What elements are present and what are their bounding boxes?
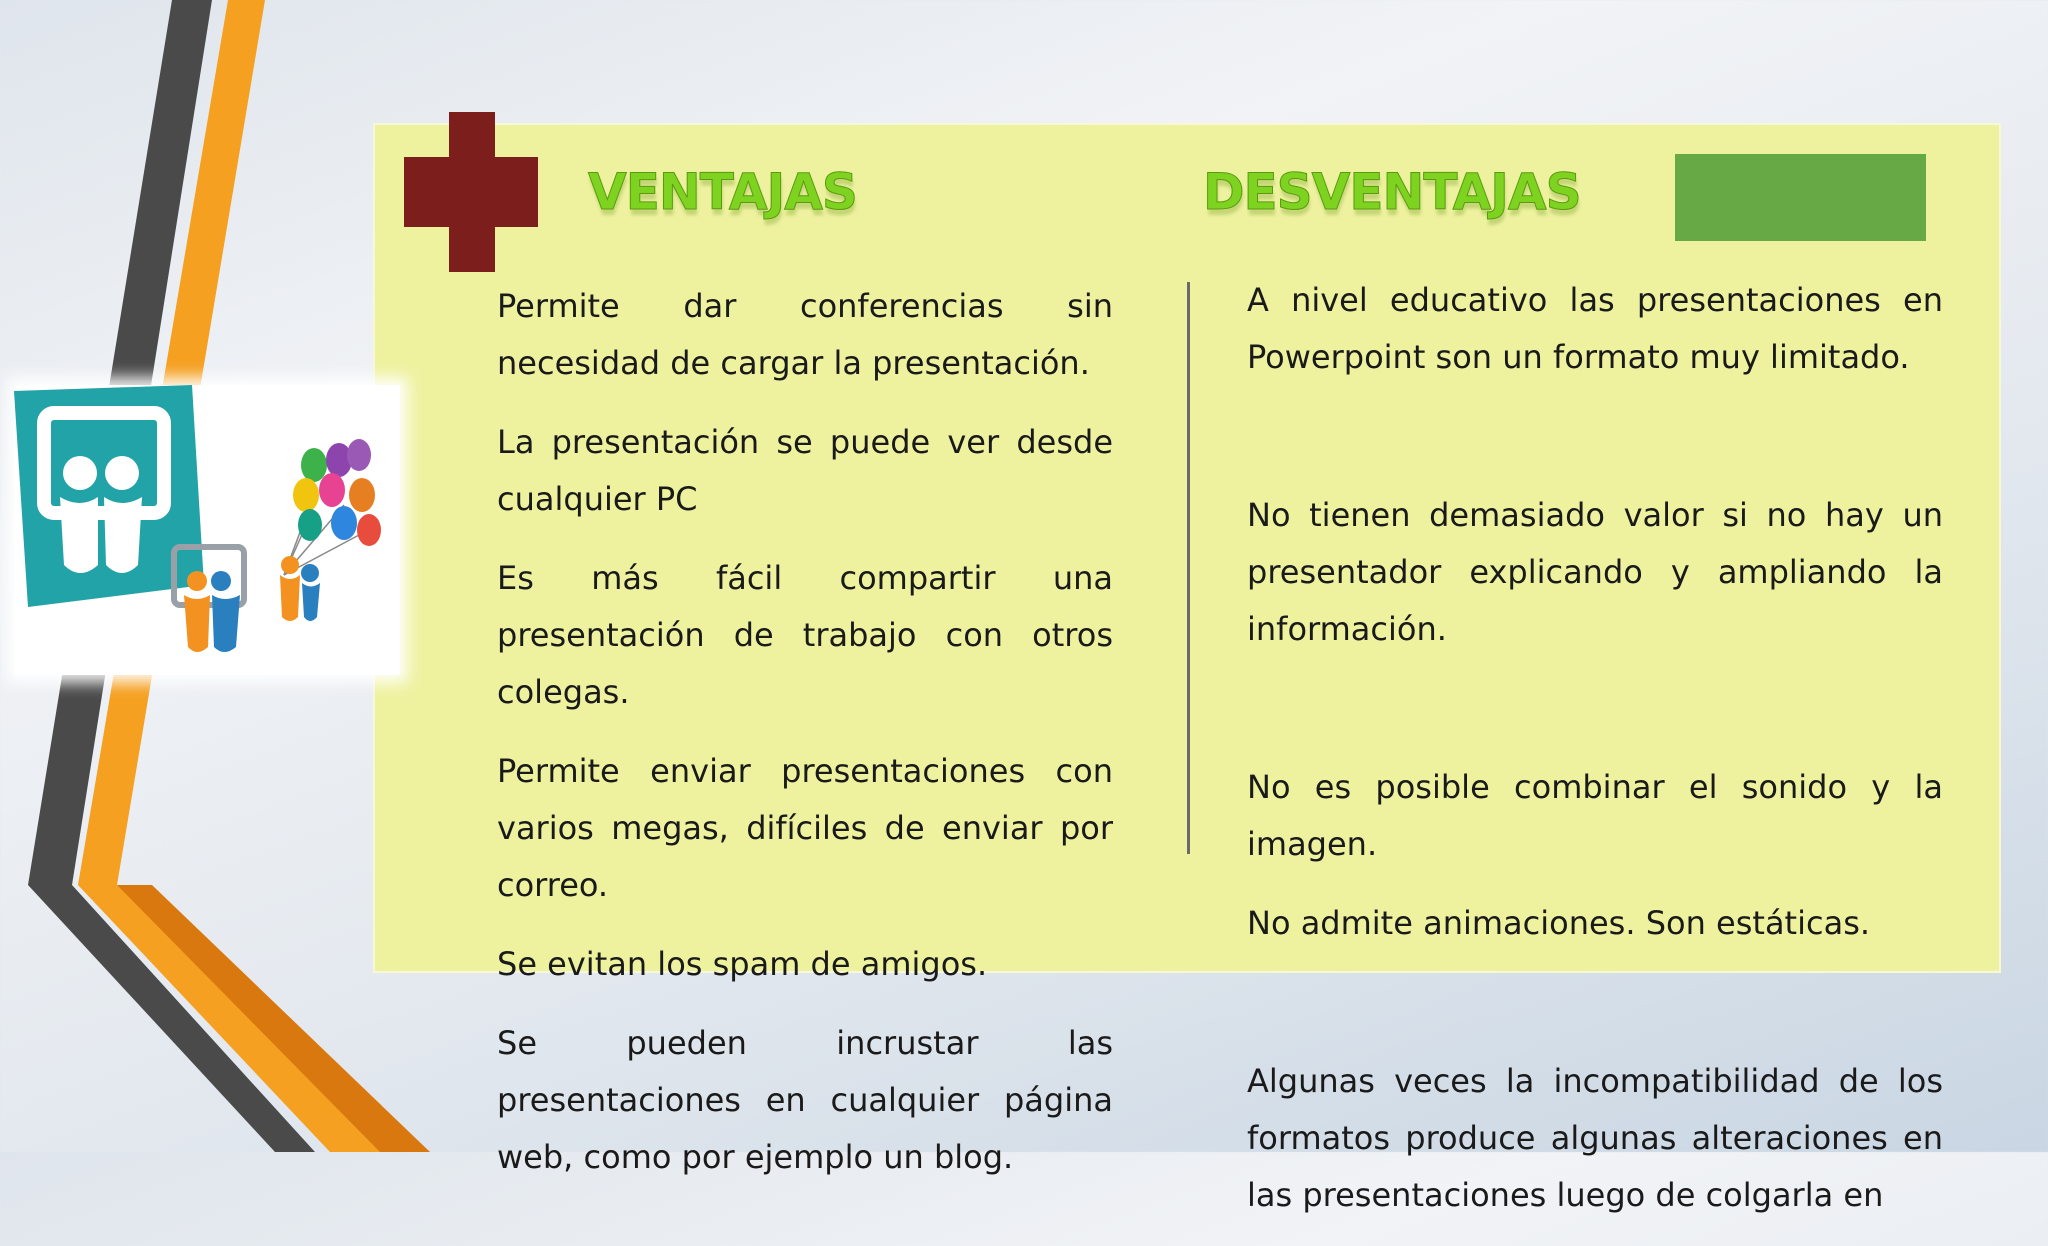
slideshare-logo-card bbox=[14, 385, 400, 675]
desventajas-heading: DESVENTAJAS bbox=[1203, 163, 1581, 221]
ventaja-item: Permite enviar presentaciones con varios megas, difíciles de enviar por correo. bbox=[497, 752, 1113, 904]
ventaja-item: La presentación se puede ver desde cualquier PC bbox=[497, 423, 1113, 518]
red-cross-icon-bar bbox=[404, 157, 538, 227]
column-divider bbox=[1187, 282, 1190, 854]
ventaja-item: Es más fácil compartir una presentación de trabajo con otros colegas. bbox=[497, 559, 1113, 711]
desventajas-list bbox=[1247, 272, 1943, 1246]
desventaja-item: No tienen demasiado valor si no hay un presentador explicando y ampliando la información. bbox=[1247, 496, 1943, 648]
green-rectangle bbox=[1675, 154, 1926, 241]
slideshare-logo-icon bbox=[14, 385, 400, 675]
desventaja-item: A nivel educativo las presentaciones en Powerpoint son un formato muy limitado. bbox=[1247, 281, 1943, 376]
ventaja-item: Se evitan los spam de amigos. bbox=[497, 945, 988, 983]
ventajas-heading: VENTAJAS bbox=[588, 163, 857, 221]
desventaja-item: Algunas veces la incompatibilidad de los formatos produce algunas alteraciones en las presentaciones luego de colgarla en bbox=[1247, 1062, 1943, 1214]
desventaja-item: No es posible combinar el sonido y la imagen. bbox=[1247, 768, 1943, 863]
ventaja-item: Se pueden incrustar las presentaciones en cualquier página web, como por ejemplo un blog. bbox=[497, 1024, 1113, 1176]
desventaja-item: No admite animaciones. Son estáticas. bbox=[1247, 904, 1871, 942]
ventaja-item: Permite dar conferencias sin necesidad de cargar la presentación. bbox=[497, 287, 1113, 382]
ventajas-list bbox=[497, 278, 1113, 1208]
